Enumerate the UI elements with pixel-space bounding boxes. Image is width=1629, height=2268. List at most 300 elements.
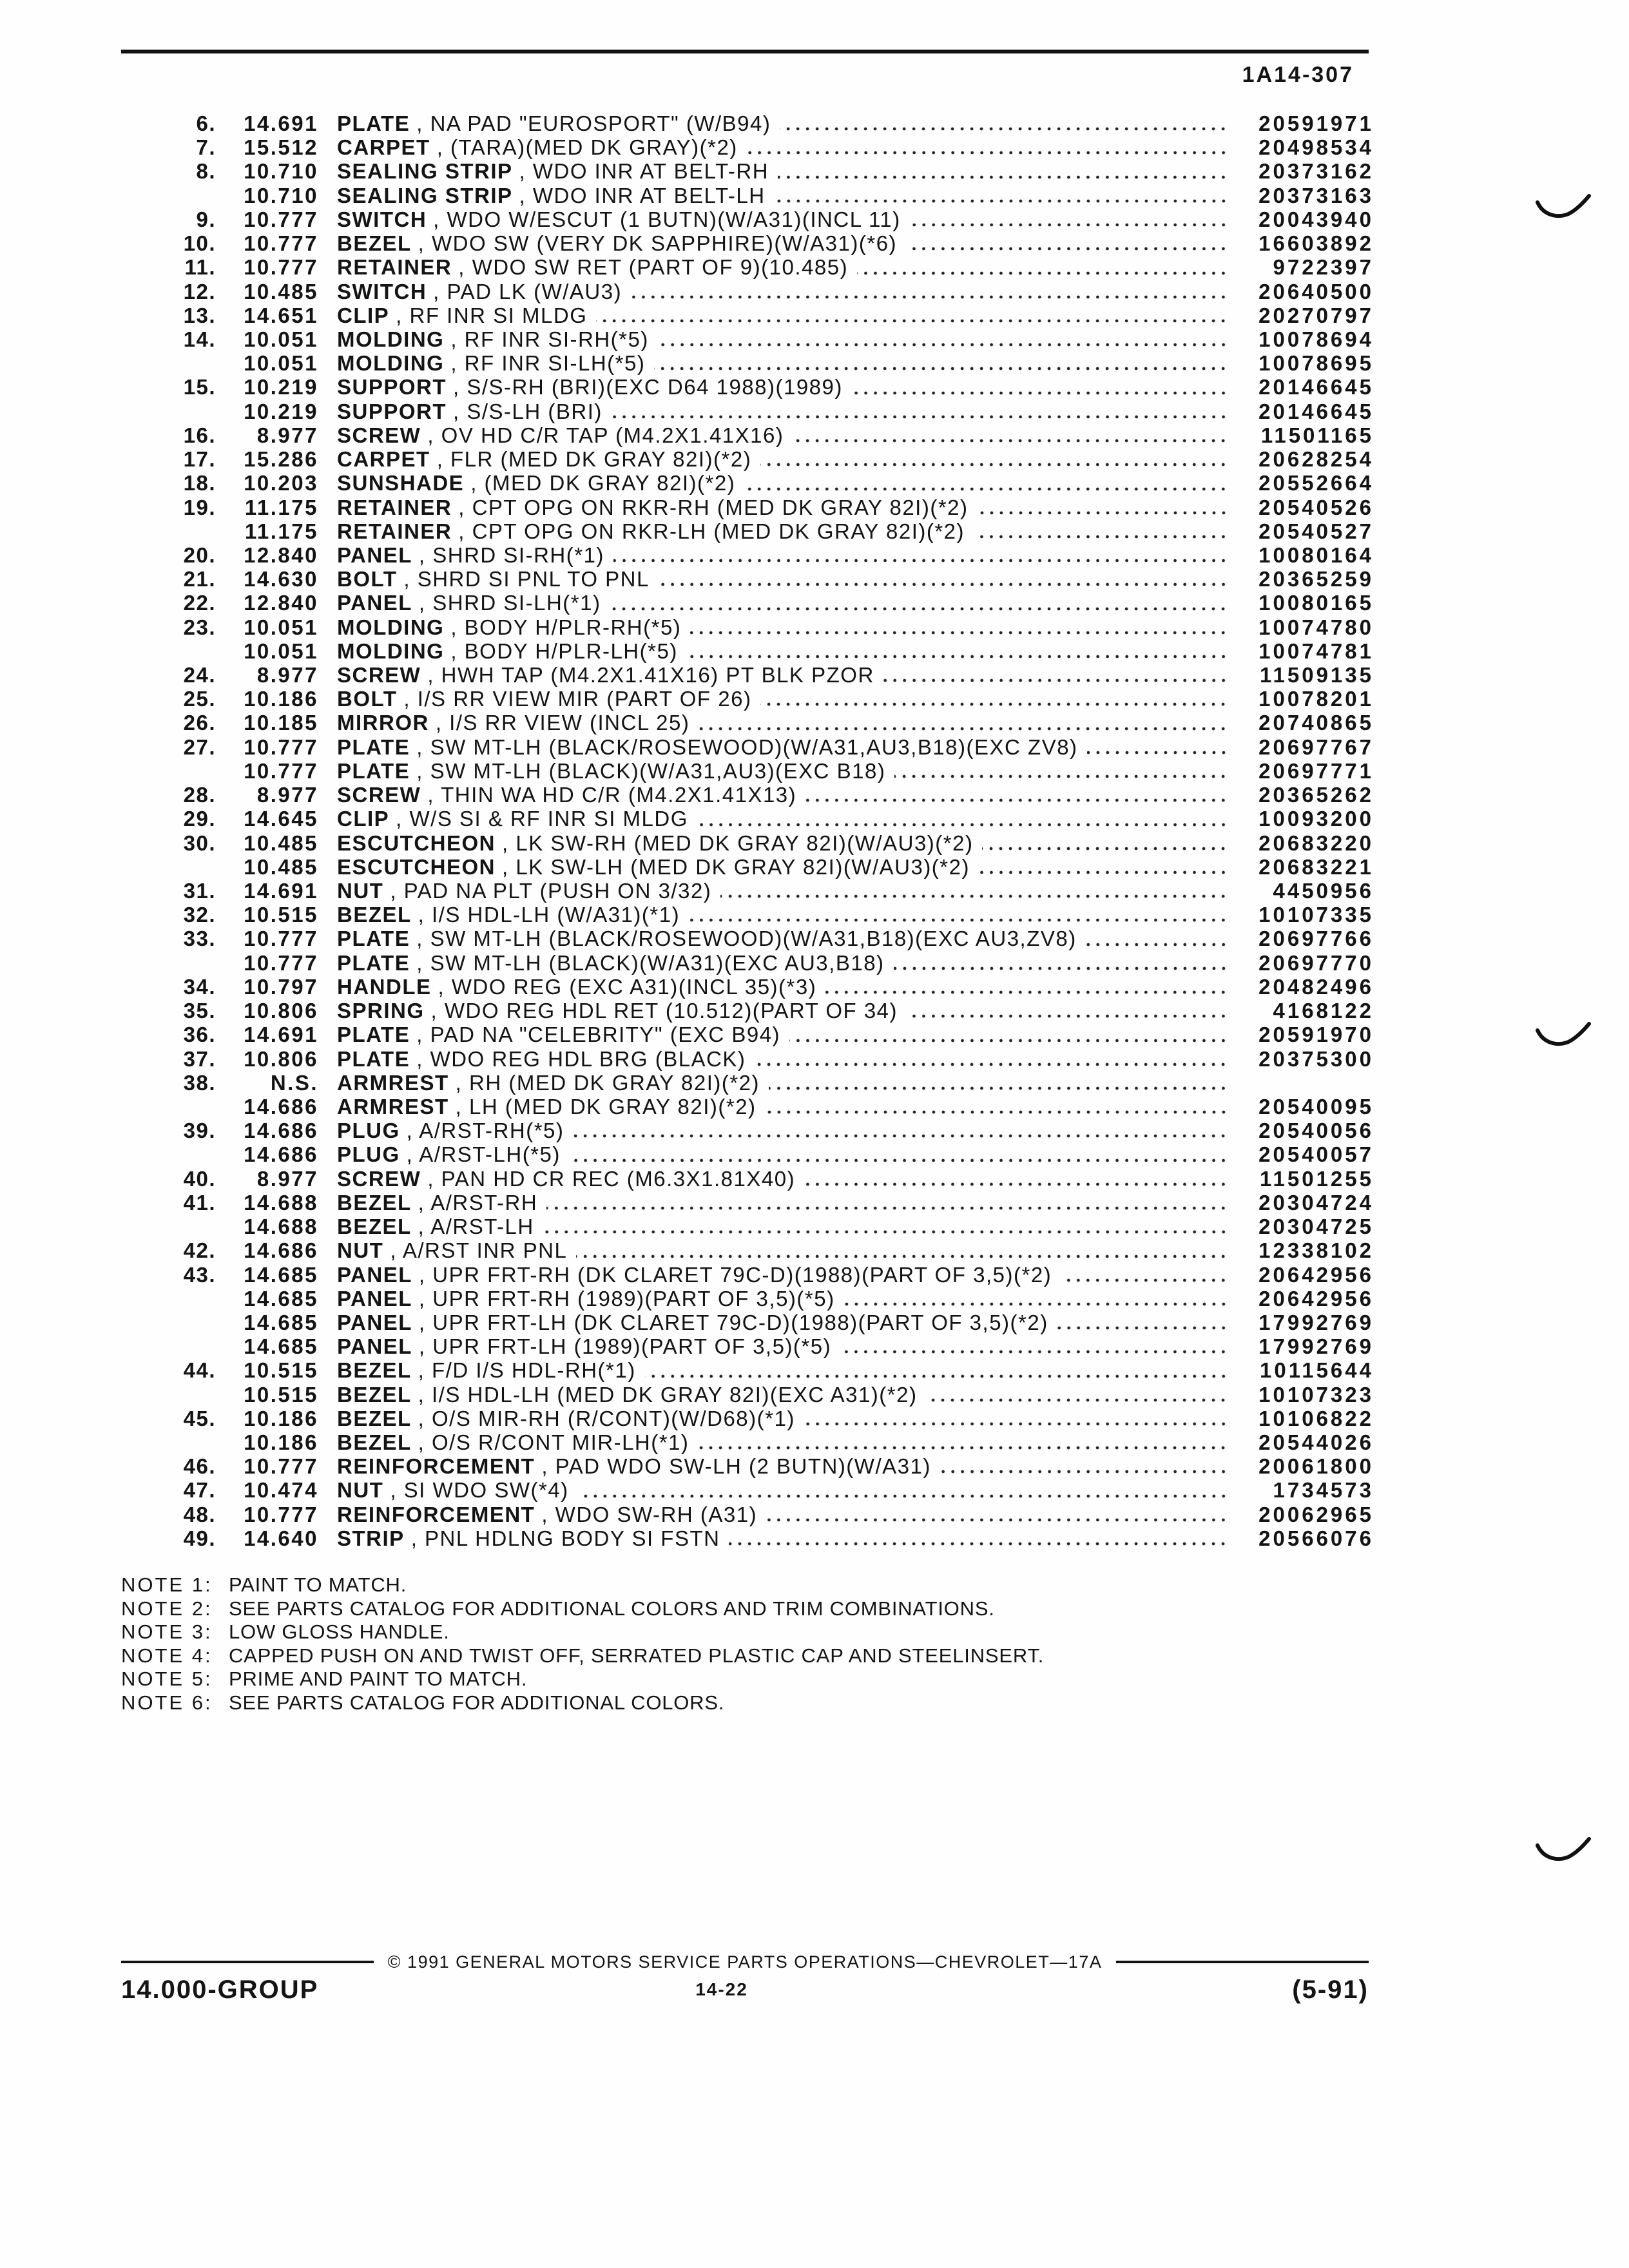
dot-leader	[974, 534, 1228, 539]
dot-leader	[793, 438, 1228, 443]
group-code: 11.175	[244, 519, 318, 543]
item-number: 25.	[183, 687, 216, 711]
part-description: , BODY H/PLR-RH(*5)	[450, 615, 682, 639]
group-code: 10.186	[244, 1406, 318, 1430]
parts-row	[121, 495, 1374, 519]
parts-row	[121, 1215, 1374, 1239]
part-name: SEALING STRIP	[337, 183, 513, 207]
parts-row	[121, 758, 1374, 783]
part-name: ESCUTCHEON	[337, 831, 496, 855]
group-code: 8.977	[256, 1166, 318, 1191]
group-code: 10.185	[244, 711, 318, 735]
parts-row	[121, 783, 1374, 807]
note-label: NOTE 6:	[121, 1691, 213, 1714]
part-description: , UPR FRT-RH (1989)(PART OF 3,5)(*5)	[418, 1286, 835, 1311]
part-description: , A/RST-LH	[418, 1215, 534, 1239]
dot-leader	[775, 198, 1228, 204]
part-number: 20540095	[1258, 1094, 1374, 1119]
group-code: 14.691	[244, 1023, 318, 1047]
parts-row	[121, 447, 1374, 472]
dot-leader	[755, 1062, 1228, 1067]
part-number: 10078201	[1258, 687, 1374, 711]
parts-row	[121, 1166, 1374, 1191]
parts-row	[121, 543, 1374, 567]
dot-leader	[766, 1517, 1228, 1523]
item-number: 6.	[196, 111, 216, 135]
note-text: PRIME AND PAINT TO MATCH.	[229, 1667, 528, 1691]
parts-row	[121, 591, 1374, 615]
parts-row	[121, 1334, 1374, 1359]
dot-leader	[543, 1229, 1228, 1235]
part-number: 20628254	[1258, 447, 1374, 472]
part-name: ESCUTCHEON	[337, 854, 496, 879]
part-name: SUPPORT	[337, 399, 447, 423]
group-code: 10.777	[244, 255, 318, 280]
part-description: , UPR FRT-LH (DK CLARET 79C-D)(1988)(PART OF 3,5)(*2)	[418, 1310, 1048, 1334]
page-number: 14-22	[695, 1979, 748, 1999]
item-number: 46.	[183, 1454, 216, 1479]
group-code: 12.840	[244, 591, 318, 615]
parts-row	[121, 999, 1374, 1023]
part-name: BEZEL	[337, 1430, 412, 1455]
margin-mark-icon	[1534, 1836, 1592, 1869]
part-description: , O/S MIR-RH (R/CONT)(W/D68)(*1)	[418, 1406, 795, 1430]
group-code: 10.485	[244, 279, 318, 303]
group-code: 14.688	[244, 1190, 318, 1215]
dot-leader	[546, 1206, 1228, 1211]
dot-leader	[654, 366, 1228, 371]
dot-leader	[978, 510, 1228, 515]
group-code: 10.219	[244, 399, 318, 423]
dot-leader	[687, 654, 1228, 659]
dot-leader	[631, 294, 1228, 300]
part-description: , WDO SW RET (PART OF 9)(10.485)	[458, 255, 849, 280]
part-description: , O/S R/CONT MIR-LH(*1)	[418, 1430, 689, 1455]
part-description: , SHRD SI PNL TO PNL	[403, 567, 650, 591]
part-name: SWITCH	[337, 207, 427, 231]
group-code: 10.219	[244, 375, 318, 399]
dot-leader	[825, 990, 1228, 995]
group-code: 14.691	[244, 879, 318, 903]
item-number: 18.	[183, 471, 216, 495]
group-code: 10.777	[244, 207, 318, 231]
part-description: , CPT OPG ON RKR-RH (MED DK GRAY 82I)(*2)	[458, 495, 969, 519]
item-number: 24.	[183, 663, 216, 687]
part-name: PANEL	[337, 1310, 412, 1334]
part-number: 17992769	[1258, 1334, 1374, 1359]
parts-row	[121, 567, 1374, 591]
group-code: 10.515	[244, 1382, 318, 1407]
dot-leader	[1087, 750, 1228, 755]
dot-leader	[840, 1349, 1228, 1354]
item-number: 34.	[183, 974, 216, 999]
part-name: SCREW	[337, 423, 421, 447]
part-name: PLATE	[337, 950, 410, 975]
parts-row	[121, 207, 1374, 231]
dot-leader	[697, 822, 1228, 827]
parts-row	[121, 1382, 1374, 1407]
note-label: NOTE 2:	[121, 1597, 213, 1620]
part-number: 10107335	[1258, 903, 1374, 927]
part-name: PLATE	[337, 1023, 410, 1047]
note-label: NOTE 4:	[121, 1644, 213, 1667]
group-code: 10.186	[244, 1430, 318, 1455]
part-name: PANEL	[337, 591, 412, 615]
parts-row	[121, 735, 1374, 759]
parts-row	[121, 303, 1374, 327]
part-description: , RF INR SI MLDG	[396, 303, 588, 327]
part-description: , PAN HD CR REC (M6.3X1.81X40)	[427, 1166, 796, 1191]
dot-leader	[698, 1445, 1228, 1450]
part-description: , SHRD SI-LH(*1)	[418, 591, 601, 615]
item-number: 43.	[183, 1262, 216, 1287]
item-number: 35.	[183, 999, 216, 1023]
dot-leader	[910, 222, 1228, 227]
part-name: PLATE	[337, 758, 410, 783]
group-code: 10.777	[244, 735, 318, 759]
part-description: , PAD NA PLT (PUSH ON 3/32)	[390, 879, 712, 903]
dot-leader	[699, 726, 1228, 731]
dot-leader	[610, 606, 1228, 611]
item-number: 40.	[183, 1166, 216, 1191]
group-code: 10.710	[244, 183, 318, 207]
item-number: 47.	[183, 1478, 216, 1503]
parts-row	[121, 111, 1374, 135]
group-code: 10.777	[244, 950, 318, 975]
group-code: 14.686	[244, 1094, 318, 1119]
dot-leader	[804, 1182, 1228, 1187]
part-description: , NA PAD "EUROSPORT" (W/B94)	[416, 111, 771, 135]
item-number: 30.	[183, 831, 216, 855]
dot-leader	[940, 1469, 1228, 1474]
part-number: 10078694	[1258, 327, 1374, 351]
part-name: MOLDING	[337, 327, 445, 351]
note-line	[121, 1644, 1044, 1668]
part-name: SPRING	[337, 999, 425, 1023]
parts-row	[121, 711, 1374, 735]
part-number: 20540056	[1258, 1119, 1374, 1143]
part-description: , SW MT-LH (BLACK/ROSEWOOD)(W/A31,AU3,B18)(EXC ZV8)	[416, 735, 1078, 759]
dot-leader	[596, 318, 1228, 323]
part-name: NUT	[337, 1238, 384, 1263]
part-description: , SHRD SI-RH(*1)	[418, 543, 604, 567]
item-number: 37.	[183, 1046, 216, 1071]
note-text: SEE PARTS CATALOG FOR ADDITIONAL COLORS AND TRIM COMBINATIONS.	[229, 1597, 995, 1620]
section-group: 14.000-GROUP	[121, 1975, 319, 2004]
parts-row	[121, 687, 1374, 711]
part-description: , CPT OPG ON RKR-LH (MED DK GRAY 82I)(*2)	[458, 519, 965, 543]
parts-list	[121, 111, 1374, 1550]
part-description: , WDO INR AT BELT-RH	[519, 159, 769, 184]
parts-row	[121, 854, 1374, 879]
part-name: ARMREST	[337, 1070, 449, 1095]
group-code: 10.485	[244, 854, 318, 879]
part-name: RETAINER	[337, 495, 452, 519]
part-description: , THIN WA HD C/R (M4.2X1.41X13)	[427, 783, 797, 807]
parts-row	[121, 1094, 1374, 1119]
item-number: 42.	[183, 1238, 216, 1263]
part-number: 10074780	[1258, 615, 1374, 639]
group-code: 10.797	[244, 974, 318, 999]
group-code: 14.686	[244, 1142, 318, 1167]
item-number: 29.	[183, 807, 216, 831]
item-number: 12.	[183, 279, 216, 303]
group-code: 14.685	[244, 1262, 318, 1287]
dot-leader	[613, 558, 1228, 563]
note-text: LOW GLOSS HANDLE.	[229, 1620, 450, 1644]
part-number: 10093200	[1258, 807, 1374, 831]
parts-row	[121, 927, 1374, 951]
note-text: SEE PARTS CATALOG FOR ADDITIONAL COLORS.	[229, 1691, 725, 1714]
page-code: 1A14-307	[1242, 62, 1354, 87]
item-number: 36.	[183, 1023, 216, 1047]
group-code: 8.977	[256, 663, 318, 687]
dot-leader	[906, 246, 1228, 251]
item-number: 17.	[183, 447, 216, 472]
part-number: 20640500	[1258, 279, 1374, 303]
note-line	[121, 1573, 1044, 1597]
part-number: 20061800	[1258, 1454, 1374, 1479]
part-description: , PAD WDO SW-LH (2 BUTN)(W/A31)	[541, 1454, 931, 1479]
part-number: 11501165	[1260, 423, 1374, 447]
part-name: HANDLE	[337, 974, 432, 999]
parts-row	[121, 279, 1374, 303]
part-name: REINFORCEMENT	[337, 1502, 535, 1526]
part-description: , I/S HDL-LH (W/A31)(*1)	[418, 903, 680, 927]
part-description: , WDO W/ESCUT (1 BUTN)(W/A31)(INCL 11)	[433, 207, 901, 231]
part-name: PLATE	[337, 927, 410, 951]
group-code: 14.651	[244, 303, 318, 327]
parts-row	[121, 1238, 1374, 1263]
item-number: 23.	[183, 615, 216, 639]
part-description: , RH (MED DK GRAY 82I)(*2)	[455, 1070, 760, 1095]
part-description: , RF INR SI-LH(*5)	[450, 351, 646, 376]
group-code: 15.512	[244, 135, 318, 160]
item-number: 15.	[183, 375, 216, 399]
parts-row	[121, 1478, 1374, 1503]
note-label: NOTE 3:	[121, 1620, 213, 1644]
part-name: PANEL	[337, 543, 412, 567]
dot-leader	[690, 630, 1228, 635]
parts-row	[121, 1526, 1374, 1550]
parts-row	[121, 471, 1374, 495]
item-number: 20.	[183, 543, 216, 567]
parts-row	[121, 1454, 1374, 1479]
dot-leader	[894, 774, 1228, 779]
part-number: 12338102	[1258, 1238, 1374, 1263]
part-description: , SI WDO SW(*4)	[390, 1478, 569, 1503]
part-number: 9722397	[1273, 255, 1374, 280]
part-description: , RF INR SI-RH(*5)	[450, 327, 649, 351]
parts-row	[121, 1119, 1374, 1143]
dot-leader	[573, 1133, 1228, 1139]
parts-row	[121, 903, 1374, 927]
part-name: BEZEL	[337, 1190, 412, 1215]
part-name: MOLDING	[337, 639, 445, 663]
note-label: NOTE 1:	[121, 1573, 213, 1596]
parts-row	[121, 1406, 1374, 1430]
part-description: , A/RST-LH(*5)	[406, 1142, 561, 1167]
part-name: BOLT	[337, 567, 398, 591]
part-number: 20304724	[1258, 1190, 1374, 1215]
part-name: BEZEL	[337, 1406, 412, 1430]
dot-leader	[578, 1494, 1228, 1499]
group-code: 12.840	[244, 543, 318, 567]
part-number: 20697770	[1258, 950, 1374, 975]
note-line	[121, 1620, 1044, 1644]
group-code: 14.685	[244, 1310, 318, 1334]
group-code: 11.175	[244, 495, 318, 519]
part-name: REINFORCEMENT	[337, 1454, 535, 1479]
part-description: , (MED DK GRAY 82I)(*2)	[470, 471, 736, 495]
item-number: 13.	[183, 303, 216, 327]
dot-leader	[883, 678, 1228, 683]
part-name: CLIP	[337, 807, 390, 831]
part-description: , I/S RR VIEW (INCL 25)	[435, 711, 690, 735]
part-description: , WDO INR AT BELT-LH	[519, 183, 766, 207]
group-code: 10.051	[244, 351, 318, 376]
parts-row	[121, 1262, 1374, 1287]
part-number: 20498534	[1258, 135, 1374, 160]
group-code: 10.051	[244, 327, 318, 351]
group-code: 14.640	[244, 1526, 318, 1550]
item-number: 33.	[183, 927, 216, 951]
parts-row	[121, 663, 1374, 687]
item-number: 38.	[183, 1070, 216, 1095]
parts-row	[121, 1190, 1374, 1215]
dot-leader	[894, 966, 1228, 971]
dot-leader	[659, 582, 1228, 587]
part-name: BEZEL	[337, 1358, 412, 1383]
part-name: SCREW	[337, 663, 421, 687]
part-name: PANEL	[337, 1262, 412, 1287]
group-code: 10.806	[244, 999, 318, 1023]
dot-leader	[979, 870, 1228, 875]
item-number: 19.	[183, 495, 216, 519]
dot-leader	[760, 462, 1228, 467]
part-name: BEZEL	[337, 1215, 412, 1239]
parts-row	[121, 423, 1374, 447]
part-number: 20540526	[1258, 495, 1374, 519]
part-name: RETAINER	[337, 255, 452, 280]
group-code: 14.691	[244, 111, 318, 135]
part-name: MOLDING	[337, 351, 445, 376]
part-number: 4450956	[1273, 879, 1374, 903]
parts-row	[121, 974, 1374, 999]
item-number: 49.	[183, 1526, 216, 1550]
part-number: 10078695	[1258, 351, 1374, 376]
dot-leader	[570, 1158, 1228, 1163]
part-description: , A/RST INR PNL	[390, 1238, 568, 1263]
part-name: ARMREST	[337, 1094, 449, 1119]
note-label: NOTE 5:	[121, 1667, 213, 1691]
dot-leader	[612, 414, 1228, 419]
group-code: 10.515	[244, 903, 318, 927]
item-number: 31.	[183, 879, 216, 903]
parts-row	[121, 1071, 1371, 1095]
part-description: , PAD LK (W/AU3)	[433, 279, 622, 303]
dot-leader	[769, 1086, 1228, 1091]
group-code: 10.186	[244, 687, 318, 711]
dot-leader	[689, 918, 1228, 923]
group-code: 14.685	[244, 1334, 318, 1359]
parts-row	[121, 1286, 1374, 1311]
part-description: , W/S SI & RF INR SI MLDG	[396, 807, 688, 831]
part-name: SCREW	[337, 783, 421, 807]
group-code: 8.977	[256, 423, 318, 447]
part-number: 20552664	[1258, 471, 1374, 495]
parts-row	[121, 1046, 1374, 1071]
note-text: CAPPED PUSH ON AND TWIST OFF, SERRATED PLASTIC CAP AND STEELINSERT.	[229, 1644, 1045, 1667]
parts-row	[121, 519, 1374, 543]
footer-copyright-row	[121, 1950, 1369, 1974]
item-number: 10.	[183, 231, 216, 256]
parts-row	[121, 950, 1374, 975]
parts-row	[121, 1430, 1374, 1455]
group-code: 14.686	[244, 1119, 318, 1143]
part-description: , HWH TAP (M4.2X1.41X16) PT BLK PZOR	[427, 663, 874, 687]
dot-leader	[778, 175, 1228, 180]
revision-date: (5-91)	[1292, 1975, 1369, 2004]
group-code: 10.806	[244, 1046, 318, 1071]
group-code: 10.777	[244, 1502, 318, 1526]
dot-leader	[766, 1110, 1228, 1115]
part-description: , SW MT-LH (BLACK)(W/A31,AU3)(EXC B18)	[416, 758, 886, 783]
group-code: 10.777	[244, 231, 318, 256]
part-name: CLIP	[337, 303, 390, 327]
item-number: 28.	[183, 783, 216, 807]
dot-leader	[805, 798, 1228, 803]
part-number: 10080164	[1258, 543, 1374, 567]
item-number: 45.	[183, 1406, 216, 1430]
part-number: 4168122	[1273, 999, 1374, 1023]
dot-leader	[658, 342, 1228, 347]
part-name: SCREW	[337, 1166, 421, 1191]
part-description: , I/S HDL-LH (MED DK GRAY 82I)(EXC A31)(*2)	[418, 1382, 918, 1407]
parts-row	[121, 351, 1374, 376]
group-code: 14.688	[244, 1215, 318, 1239]
dot-leader	[907, 1014, 1228, 1019]
group-code: 10.051	[244, 639, 318, 663]
header-rule	[121, 50, 1369, 53]
group-code: 8.977	[256, 783, 318, 807]
dot-leader	[804, 1421, 1228, 1427]
part-description: , I/S RR VIEW MIR (PART OF 26)	[403, 687, 752, 711]
part-description: , A/RST-RH	[418, 1190, 538, 1215]
part-number: 20697767	[1258, 735, 1374, 759]
part-number: 1734573	[1273, 1478, 1374, 1503]
part-number: 20566076	[1258, 1526, 1374, 1550]
part-number: 16603892	[1258, 231, 1374, 256]
part-number: 20304725	[1258, 1215, 1374, 1239]
group-code: 10.051	[244, 615, 318, 639]
group-code: 10.777	[244, 758, 318, 783]
dot-leader	[645, 1374, 1228, 1379]
note-text: PAINT TO MATCH.	[229, 1573, 407, 1596]
part-description: , WDO REG HDL BRG (BLACK)	[416, 1046, 746, 1071]
part-name: PLUG	[337, 1142, 400, 1167]
part-description: , WDO SW-RH (A31)	[541, 1502, 758, 1526]
item-number: 7.	[196, 135, 216, 160]
part-name: BOLT	[337, 687, 398, 711]
part-number: 20740865	[1258, 711, 1374, 735]
part-description: , F/D I/S HDL-RH(*1)	[418, 1358, 636, 1383]
margin-mark-icon	[1534, 193, 1592, 226]
parts-row	[121, 135, 1374, 160]
group-code: 10.710	[244, 159, 318, 184]
footer-rule-left	[121, 1961, 374, 1963]
part-description: , BODY H/PLR-LH(*5)	[450, 639, 678, 663]
